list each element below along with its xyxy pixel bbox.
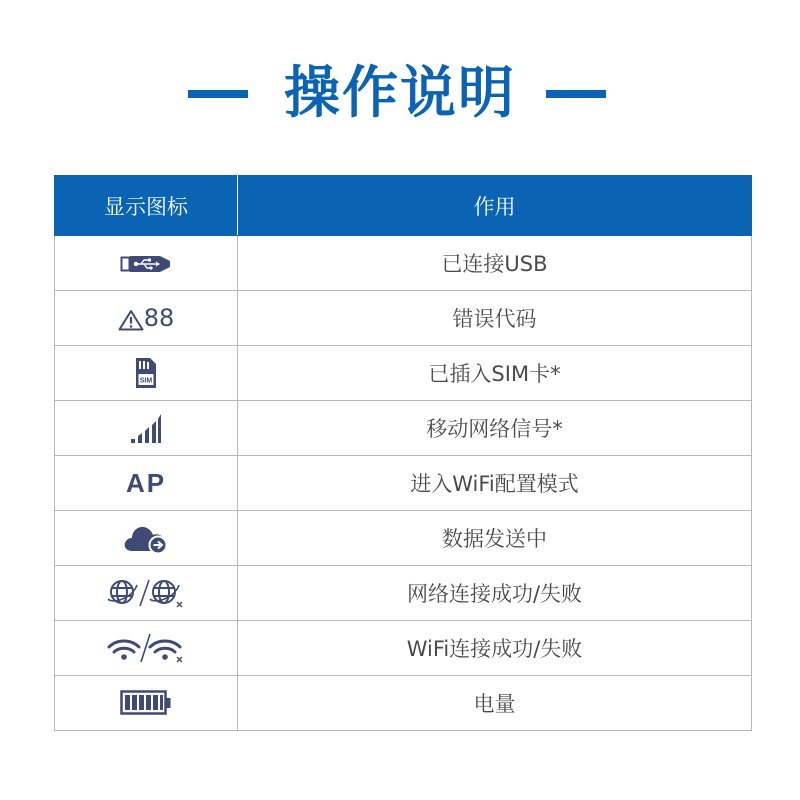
title-decor-left [188, 90, 248, 98]
error-code-digits: 88 [143, 304, 175, 332]
function-cell: 错误代码 [238, 291, 752, 346]
table-row [55, 346, 752, 401]
column-header-function: 作用 [238, 176, 752, 236]
table-row [55, 511, 752, 566]
page-title: 操作说明 [284, 61, 516, 126]
function-cell: 电量 [238, 676, 752, 731]
function-cell: 移动网络信号* [238, 401, 752, 456]
globe-network-icon [106, 577, 186, 609]
table-row [55, 456, 752, 511]
ap-mode-icon: AP [125, 467, 167, 498]
wifi-icon [106, 631, 186, 665]
column-header-icon: 显示图标 [55, 176, 238, 236]
title-row [0, 62, 800, 126]
usb-icon [120, 252, 172, 276]
table-row [55, 401, 752, 456]
operation-table [54, 175, 752, 731]
function-cell: 网络连接成功/失败 [238, 566, 752, 621]
table-row [55, 291, 752, 346]
function-cell: 进入WiFi配置模式 [238, 456, 752, 511]
table-header-row [55, 176, 752, 236]
function-cell: 已连接USB [238, 236, 752, 291]
function-cell: 数据发送中 [238, 511, 752, 566]
svg-text:SIM: SIM [139, 377, 153, 385]
table-row [55, 566, 752, 621]
battery-icon [120, 690, 172, 716]
table-row [55, 621, 752, 676]
title-decor-right [546, 90, 606, 98]
cloud-upload-icon [122, 522, 170, 554]
sim-card-icon [134, 357, 158, 389]
table-row [55, 676, 752, 731]
warning-error-icon [118, 304, 175, 332]
function-cell: WiFi连接成功/失败 [238, 621, 752, 676]
function-cell: 已插入SIM卡* [238, 346, 752, 401]
signal-bars-icon [129, 412, 163, 444]
table-row [55, 236, 752, 291]
